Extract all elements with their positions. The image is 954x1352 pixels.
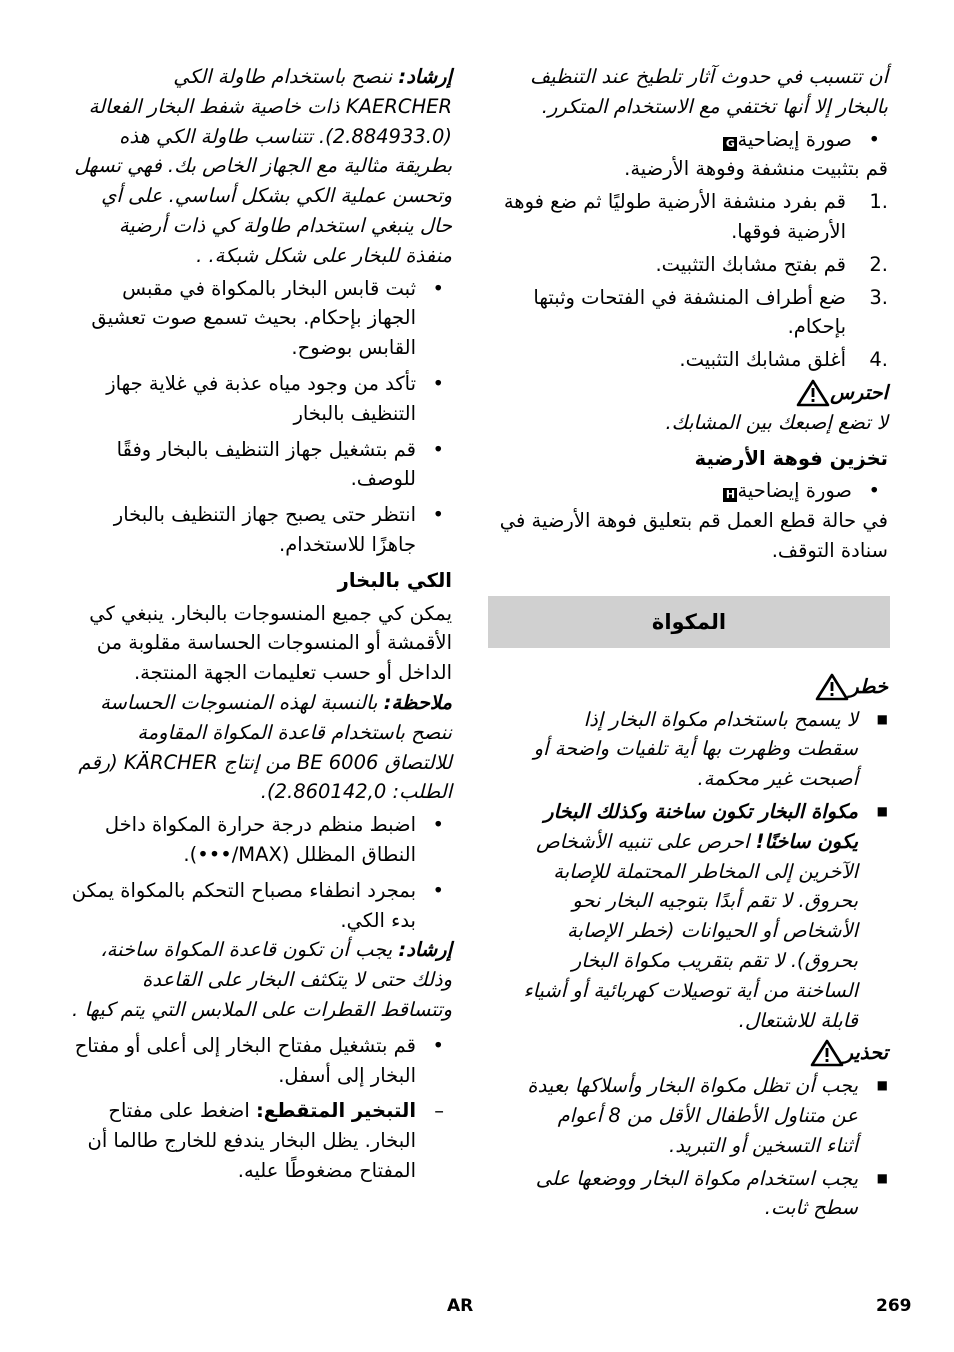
right-column: [490, 62, 888, 1223]
temperature-item: • اضبط منظم درجة حرارة المكواة داخل النطاق المظلل (MAX/•••).: [68, 810, 452, 870]
note-text: يجب أن تكون قاعدة المكواة ساخنة، وذلك حتى لا يتكثف البخار على القاعدة وتتساقط القطرات على الملابس التي يتم كيها .: [71, 938, 452, 1021]
temperature-item: • بمجرد انطفاء مصباح التحكم بالمكواة يمكن بدء الكي.: [68, 876, 452, 936]
preparation-item: • قم بتشغيل جهاز التنظيف بالبخار وفقًا للوصف.: [68, 435, 452, 495]
note-delicate-fabrics: [68, 688, 452, 807]
intermittent-steam-item: [68, 1096, 452, 1185]
danger-item-text: احرص على تنبيه الأشخاص الآخرين إلى المخاطر المحتملة للإصابة بحروق. لا تقم أبدًا بتوجيه البخار نحو الأشخاص أو الحيوانات (خطر الإصابة بحروق). لا تقم بتقريب مكواة البخار الساخنة من أية توصيلات كهربائية أو أشياء قابلة للاشتعال.: [523, 829, 858, 1032]
intermittent-steam-label: التبخير المتقطع:: [255, 1099, 416, 1123]
page-number: 269: [876, 1296, 912, 1316]
step-text: ضع أطراف المنشفة في الفتحات وثبتها بإحكام.: [533, 285, 846, 339]
warning-triangle-icon: [796, 379, 830, 407]
danger-title: خطر: [849, 674, 888, 698]
intermittent-steam-text: اضغط على مفتاح البخار. يظل البخار يندفع للخارج طالما أن المفتاح مضغوطًا عليه.: [87, 1099, 416, 1182]
warning-title: تحذير: [843, 1041, 888, 1065]
danger-item: [520, 797, 888, 1035]
storage-text: في حالة قطع العمل قم بتعليق فوهة الأرضية في سنادة التوقف.: [499, 509, 888, 562]
danger-item-bold: مكواة البخار تكون ساخنة وكذلك البخار يكون ساخنًا!: [544, 799, 858, 853]
step-text: قم بفرد منشفة الأرضية طوليًا ثم ضع فوهة الأرضية فوقها.: [503, 190, 846, 243]
steps-list: [490, 187, 888, 375]
danger-item: [520, 705, 888, 794]
danger-heading: [490, 672, 888, 702]
ironing-heading: الكي بالبخار: [337, 568, 452, 592]
step-item: [490, 187, 888, 247]
note-label: إرشاد:: [398, 938, 452, 962]
warning-list: [490, 1071, 888, 1223]
note-kaercher-table: [68, 62, 452, 271]
step-number: 2.: [869, 252, 888, 276]
note-text: بالنسبة لهذه المنسوجات الحساسة ننصح باستخدام قاعدة المكواة المقاومة للالتصاق BE 6006 من إنتاج KÄRCHER (رقم الطلب: 2.860142,0).: [78, 690, 452, 804]
preparation-item: • تأكد من وجود مياه عذبة في غلاية جهاز التنظيف بالبخار: [68, 369, 452, 429]
fix-intro: قم بتثبيت منشفة وفوهة الأرضية.: [624, 157, 888, 181]
section-title: المكواة: [651, 609, 727, 634]
caution-text: لا تضع إصبعك بين المشابك.: [665, 410, 888, 434]
language-code: AR: [447, 1296, 474, 1316]
preparation-list: [68, 274, 452, 560]
note-label: ملاحظة:: [383, 690, 452, 714]
note-hot-sole: [68, 935, 452, 1024]
figure-label: صورة إيضاحية: [737, 127, 852, 151]
caution-title: احترس: [830, 380, 888, 404]
steam-switch-item: • قم بتشغيل مفتاح البخار إلى أعلى أو مفتاح البخار إلى أسفل.: [68, 1031, 452, 1091]
step-number: 4.: [869, 348, 888, 372]
figure-letter-g: G: [723, 137, 737, 151]
step-number: 3.: [869, 285, 888, 309]
temperature-list: [68, 810, 452, 935]
ironing-text: يمكن كي جميع المنسوجات بالبخار. ينبغي كي الأقمشة أو المنسوجات الحساسة مقلوبة من الداخل أو حسب تعليمات الجهة المنتجة.: [89, 601, 452, 685]
note-text: ننصح باستخدام طاولة الكي KAERCHER ذات خاصية شفط البخار الفعالة (2.884933.0). تتناسب طاولة الكي هذه بطريقة مثالية مع الجهاز الخاص بك. فهي تسهل وتحسن عملية الكي بشكل أساسي. على أي حال ينبغي استخدام طاولة كي ذات أرضية منفذة للبخار على شكل شبكة. .: [74, 65, 452, 267]
step-item: [490, 250, 888, 280]
warning-triangle-icon: [810, 1039, 844, 1067]
figure-g-list: [490, 125, 888, 155]
warning-heading: [490, 1038, 888, 1068]
danger-item-text: لا يسمح باستخدام مكواة البخار إذا سقطت وظهرت بها أية تلفيات واضحة أو أصبحت غير محكمة.: [533, 707, 858, 791]
warning-triangle-icon: [815, 673, 849, 701]
step-item: [490, 283, 888, 343]
left-column: [68, 62, 452, 1186]
step-number: 1.: [869, 190, 888, 214]
figure-label: صورة إيضاحية: [737, 479, 852, 503]
figure-h-ref: [490, 476, 888, 506]
preparation-item: • ثبت قابس البخار بالمكواة في مقبس الجهاز بإحكام. بحيث تسمع صوت تعشيق القابس بوضوح.: [68, 274, 452, 363]
preparation-item: • انتظر حتى يصبح جهاز التنظيف بالبخار جاهزًا للاستخدام.: [68, 500, 452, 560]
intro-paragraph: أن تتسبب في حدوث آثار تلطيخ عند التنظيف بالبخار إلا أنها تختفي مع الاستخدام المتكرر.: [529, 65, 888, 118]
figure-h-list: [490, 476, 888, 506]
section-title-band: [488, 596, 890, 648]
step-item: [490, 345, 888, 375]
figure-g-ref: [490, 125, 888, 155]
warning-item: ■ يجب أن تظل مكواة البخار وأسلاكها بعيدة عن متناول الأطفال الأقل من 8 أعوام أثناء التسخين أو التبريد.: [520, 1071, 888, 1160]
caution-heading: [490, 378, 888, 408]
warning-item: ■ يجب استخدام مكواة البخار ووضعها على سطح ثابت.: [520, 1164, 888, 1224]
danger-list: [490, 705, 888, 1036]
step-text: أغلق مشابك التثبيت.: [679, 348, 846, 372]
figure-letter-h: H: [723, 488, 737, 502]
steam-switch-list: [68, 1031, 452, 1186]
note-label: إرشاد:: [398, 65, 452, 88]
storage-heading: تخزين فوهة الأرضية: [694, 446, 888, 470]
step-text: قم بفتح مشابك التثبيت.: [655, 252, 846, 276]
